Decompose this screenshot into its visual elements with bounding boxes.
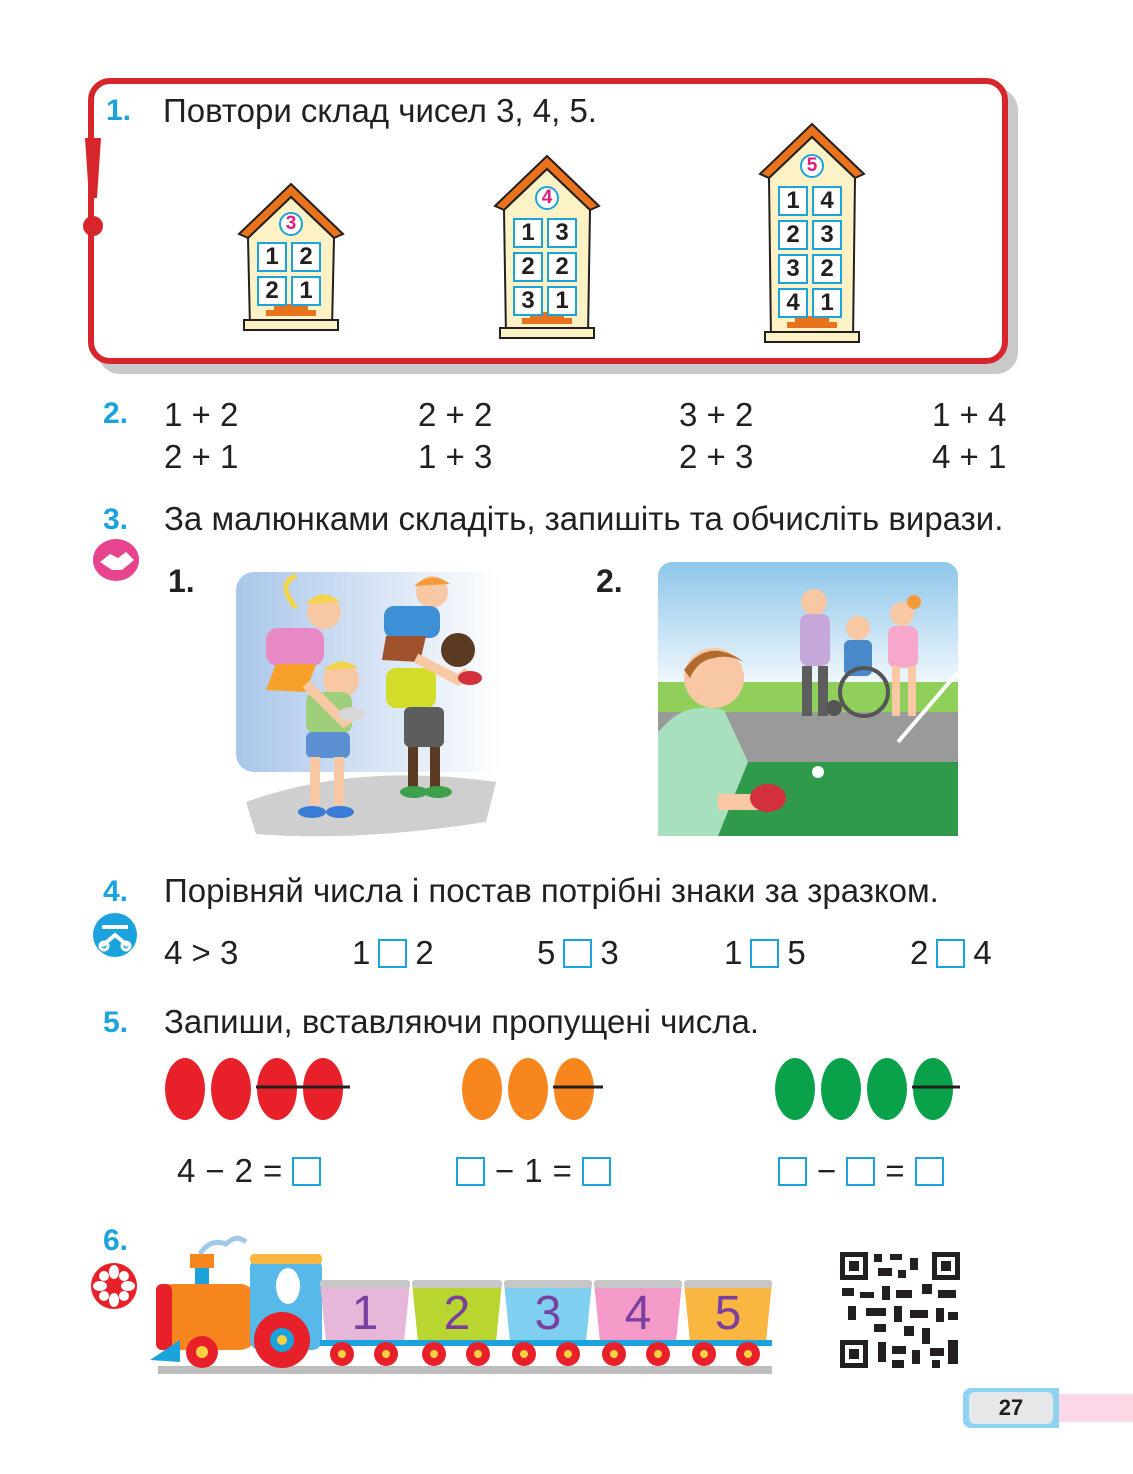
answer-box[interactable]: [846, 1157, 875, 1186]
comparison-1: [352, 934, 434, 972]
house-window: 3: [812, 220, 842, 250]
expression: 1 + 4: [932, 396, 1007, 433]
house-window: 1: [547, 286, 577, 316]
house-window: 2: [778, 220, 808, 250]
house-window: 1: [812, 288, 842, 318]
compare-right: 4: [973, 934, 992, 971]
equals-sign: =: [885, 1152, 905, 1189]
operand: 2: [234, 1152, 253, 1189]
table-tennis-illustration: [658, 562, 958, 836]
task-4-text: Порівняй числа і постав потрібні знаки за зразком.: [164, 872, 939, 909]
green-ovals-group: [774, 1056, 964, 1127]
wagon-number: 3: [534, 1287, 562, 1340]
page-number-stripe: [1059, 1394, 1133, 1422]
house-window: 3: [778, 254, 808, 284]
number-house-5: [757, 122, 867, 344]
house-top-number: 4: [535, 186, 559, 210]
wagon-number: 2: [443, 1287, 471, 1340]
page-number: 27: [969, 1392, 1053, 1424]
wagon-number: 4: [624, 1287, 652, 1340]
minus-sign: −: [817, 1152, 837, 1189]
number-train: [150, 1228, 780, 1378]
task-4-number: 4.: [103, 875, 129, 908]
house-window: 1: [513, 218, 543, 248]
compare-left: 1: [352, 934, 371, 971]
exclamation-icon: [82, 136, 104, 240]
task-5-text: Запиши, вставляючи пропущені числа.: [164, 1003, 760, 1040]
answer-box[interactable]: [292, 1157, 321, 1186]
picture-2-label: 2.: [596, 563, 623, 599]
answer-box[interactable]: [563, 939, 592, 968]
equation-1: [177, 1152, 321, 1190]
answer-box[interactable]: [582, 1157, 611, 1186]
house-top-number: 5: [800, 154, 824, 178]
handshake-icon: [92, 538, 140, 587]
equation-3: [778, 1152, 944, 1190]
expression: 2 + 3: [679, 438, 754, 475]
task-3-text: За малюнками складіть, запишіть та обчисліть вирази.: [164, 500, 1004, 537]
house-window: 1: [257, 242, 287, 272]
red-ovals-group: [164, 1056, 354, 1127]
house-window: 4: [812, 186, 842, 216]
compare-left: 5: [537, 934, 556, 971]
compare-left: 1: [724, 934, 743, 971]
task-6-number: 6.: [103, 1224, 129, 1257]
equation-2: [456, 1152, 611, 1190]
house-window: 1: [291, 276, 321, 306]
flower-icon: [90, 1262, 138, 1315]
comparison-2: [537, 934, 619, 972]
qr-code[interactable]: [838, 1250, 962, 1370]
compare-left: 2: [910, 934, 929, 971]
wagon-number: 5: [714, 1287, 742, 1340]
house-windows: [778, 186, 842, 318]
task-1-number: 1.: [106, 94, 132, 127]
task-2-column-1: [164, 394, 238, 478]
expression: 2 + 1: [164, 438, 239, 475]
house-window: 1: [778, 186, 808, 216]
expression: 1 + 3: [418, 438, 493, 475]
house-window: 4: [778, 288, 808, 318]
answer-box[interactable]: [456, 1157, 485, 1186]
task-2-column-4: [932, 394, 1006, 478]
task-1-text: Повтори склад чисел 3, 4, 5.: [163, 92, 597, 129]
answer-box[interactable]: [750, 939, 779, 968]
leapfrog-children-illustration: [236, 572, 506, 838]
equals-sign: =: [263, 1152, 283, 1189]
number-house-3: [236, 182, 346, 332]
expression: 1 + 2: [164, 396, 239, 433]
house-window: 3: [513, 286, 543, 316]
compare-right: 2: [415, 934, 434, 971]
house-window: 3: [547, 218, 577, 248]
comparison-example: 4 > 3: [164, 934, 239, 971]
house-window: 2: [513, 252, 543, 282]
task-2-number: 2.: [103, 397, 129, 430]
wagon-number: 1: [351, 1287, 379, 1340]
house-window: 2: [257, 276, 287, 306]
house-windows: [257, 242, 321, 306]
task-2-column-2: [418, 394, 492, 478]
compare-scissors-icon: [92, 912, 138, 963]
operand: 4: [177, 1152, 196, 1189]
house-window: 2: [291, 242, 321, 272]
compare-right: 3: [600, 934, 619, 971]
expression: 3 + 2: [679, 396, 754, 433]
answer-box[interactable]: [778, 1157, 807, 1186]
answer-box[interactable]: [378, 939, 407, 968]
expression: 2 + 2: [418, 396, 493, 433]
compare-right: 5: [787, 934, 806, 971]
page-number-bar: [963, 1388, 1133, 1428]
comparison-4: [910, 934, 992, 972]
house-windows: [513, 218, 577, 316]
minus-sign: −: [495, 1152, 515, 1189]
house-window: 2: [812, 254, 842, 284]
house-window: 2: [547, 252, 577, 282]
minus-sign: −: [205, 1152, 225, 1189]
answer-box[interactable]: [936, 939, 965, 968]
picture-1-label: 1.: [168, 563, 195, 599]
task-5-number: 5.: [103, 1006, 129, 1039]
operand: 1: [524, 1152, 543, 1189]
equals-sign: =: [552, 1152, 572, 1189]
answer-box[interactable]: [915, 1157, 944, 1186]
orange-ovals-group: [461, 1056, 611, 1127]
expression: 4 + 1: [932, 438, 1007, 475]
task-2-column-3: [679, 394, 753, 478]
number-house-4: [492, 154, 602, 340]
comparison-3: [724, 934, 806, 972]
task-3-number: 3.: [103, 503, 129, 536]
house-top-number: 3: [279, 212, 303, 236]
